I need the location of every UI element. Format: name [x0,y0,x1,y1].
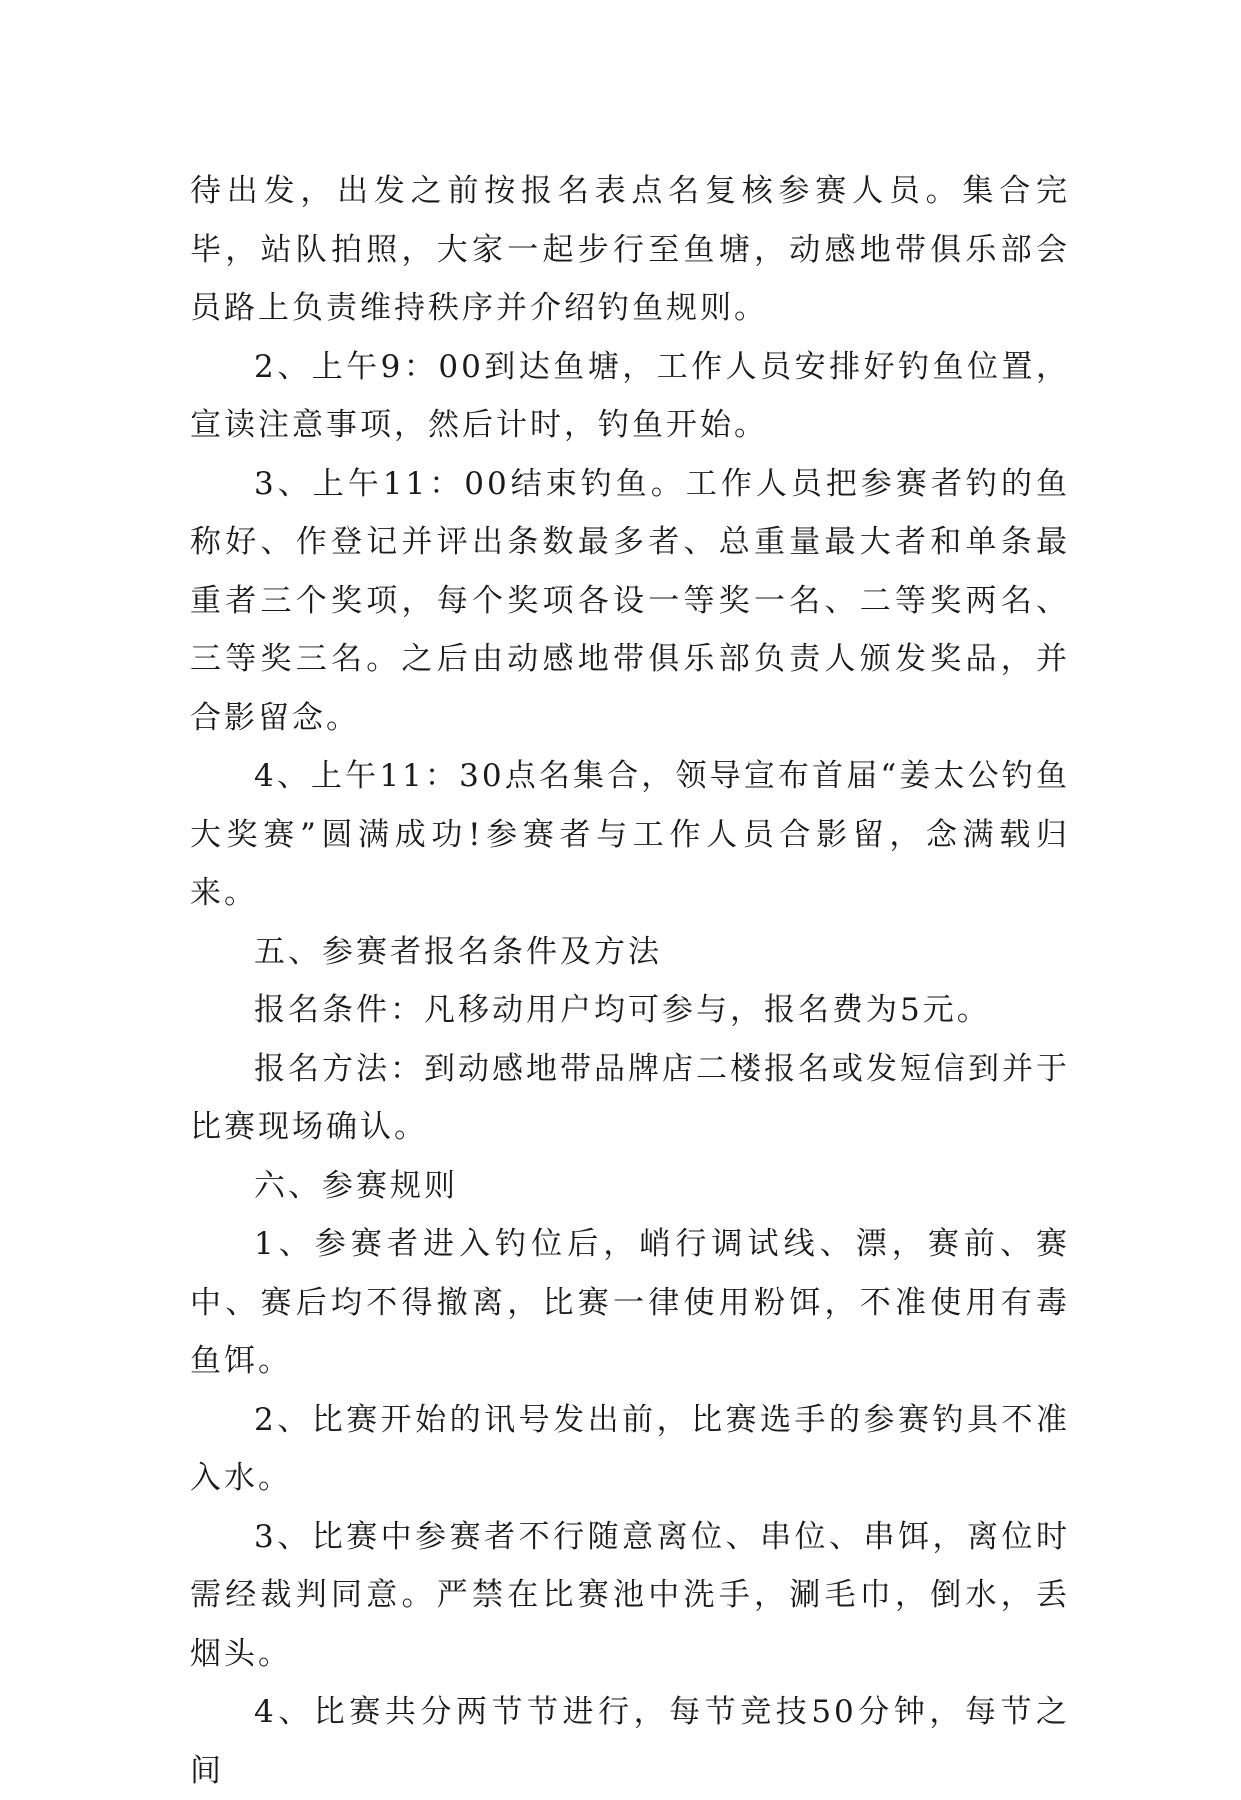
paragraph-3: 3、上午11：00结束钓鱼。工作人员把参赛者钓的鱼称好、作登记并评出条数最多者、总重量最大者和单条最重者三个奖项，每个奖项各设一等奖一名、二等奖两名、三等奖三名。之后由动感地带俱乐部负责人颁发奖品，并合影留念。 [190,465,1070,736]
paragraph-4: 4、上午11：30点名集合，领导宣布首届“姜太公钓鱼大奖赛”圆满成功!参赛者与工作人员合影留，念满载归来。 [190,758,1070,911]
paragraph-9: 1、参赛者进入钓位后，峭行调试线、漂，赛前、赛中、赛后均不得撤离，比赛一律使用粉饵，不准使用有毒鱼饵。 [190,1226,1070,1379]
paragraph-7: 报名方法：到动感地带品牌店二楼报名或发短信到并于比赛现场确认。 [190,1050,1070,1145]
document-body [190,162,1070,1800]
paragraph-6: 报名条件：凡移动用户均可参与，报名费为5元。 [254,992,991,1028]
paragraph-2: 2、上午9：00到达鱼塘，工作人员安排好钓鱼位置，宣读注意事项，然后计时，钓鱼开始。 [190,348,1070,443]
paragraph-1: 待出发，出发之前按报名表点名复核参赛人员。集合完毕，站队拍照，大家一起步行至鱼塘，动感地带俱乐部会员路上负责维持秩序并介绍钓鱼规则。 [190,173,1070,326]
paragraph-12: 4、比赛共分两节节进行，每节竞技50分钟，每节之间 [190,1694,1070,1789]
paragraph-10: 2、比赛开始的讯号发出前，比赛选手的参赛钓具不准入水。 [190,1401,1070,1496]
section-heading-6: 六、参赛规则 [254,1167,458,1204]
section-heading-5: 五、参赛者报名条件及方法 [254,933,662,970]
paragraph-11: 3、比赛中参赛者不行随意离位、串位、串饵，离位时需经裁判同意。严禁在比赛池中洗手，涮毛巾，倒水，丢烟头。 [190,1518,1070,1672]
